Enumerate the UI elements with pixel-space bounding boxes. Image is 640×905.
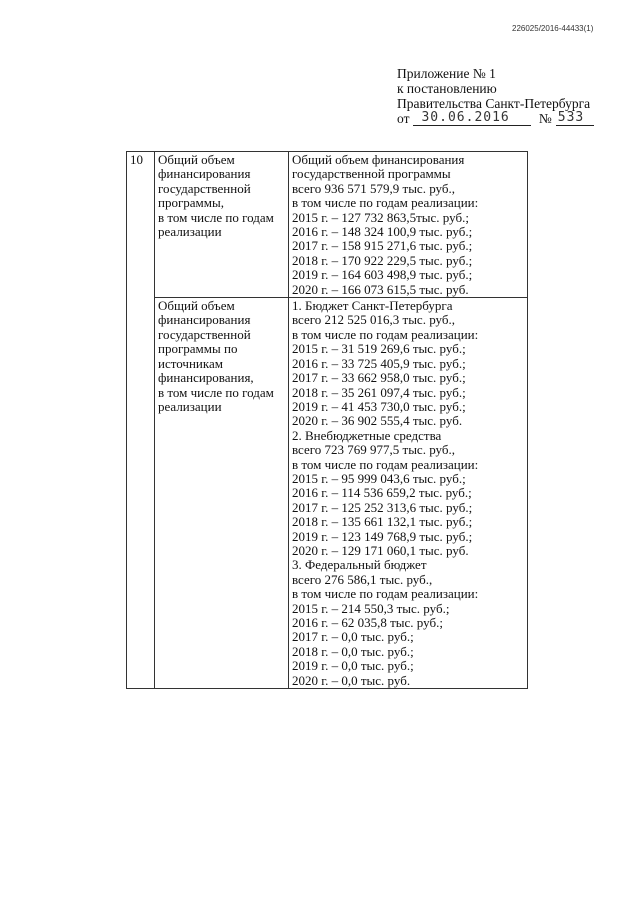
text-line: 2017 г. – 158 915 271,6 тыс. руб.;: [292, 238, 473, 254]
row-number-cell: [127, 152, 155, 689]
handwritten-date: 30.06.2016: [421, 110, 510, 125]
text-line: государственной программы: [292, 166, 451, 182]
row2-content-cell: [289, 298, 528, 689]
document-number: 226025/2016-44433(1): [512, 24, 594, 33]
date-prefix: от: [397, 111, 410, 126]
row1-content-cell: [289, 152, 528, 298]
text-line: 2016 г. – 114 536 659,2 тыс. руб.;: [292, 485, 472, 501]
text-line: программы,: [158, 195, 224, 211]
text-line: в том числе по годам реализации:: [292, 195, 479, 211]
text-line: 2019 г. – 41 453 730,0 тыс. руб.;: [292, 398, 466, 414]
text-line: 2019 г. – 123 149 768,9 тыс. руб.;: [292, 528, 473, 544]
text-line: 2017 г. – 125 252 313,6 тыс. руб.;: [292, 499, 473, 515]
row-number: 10: [130, 152, 143, 167]
row2-label-cell: [155, 298, 289, 689]
text-line: Общий объем: [158, 298, 235, 314]
text-line: 2015 г. – 214 550,3 тыс. руб.;: [292, 600, 450, 616]
text-line: 2016 г. – 148 324 100,9 тыс. руб.;: [292, 224, 473, 240]
text-line: 2016 г. – 62 035,8 тыс. руб.;: [292, 615, 443, 630]
annex-title: Приложение № 1: [397, 66, 496, 81]
text-line: 2020 г. – 129 171 060,1 тыс. руб.: [292, 542, 469, 558]
date-number-line: [397, 111, 594, 126]
text-line: 2019 г. – 164 603 498,9 тыс. руб.;: [292, 267, 473, 283]
text-line: в том числе по годам реализации:: [292, 586, 479, 602]
text-line: государственной: [158, 180, 251, 196]
text-line: 2017 г. – 0,0 тыс. руб.;: [292, 629, 414, 645]
text-line: 2020 г. – 0,0 тыс. руб.: [292, 672, 411, 688]
text-line: 2020 г. – 166 073 615,5 тыс. руб.: [292, 281, 469, 297]
text-line: 2018 г. – 0,0 тыс. руб.;: [292, 643, 414, 659]
text-line: всего 212 525 016,3 тыс. руб.,: [292, 312, 455, 328]
text-line: 2016 г. – 33 725 405,9 тыс. руб.;: [292, 355, 466, 371]
text-line: всего 276 586,1 тыс. руб.,: [292, 571, 433, 587]
text-line: финансирования: [158, 312, 251, 328]
annex-to: к постановлению: [397, 81, 497, 96]
handwritten-number: 533: [557, 110, 585, 125]
text-line: всего 723 769 977,5 тыс. руб.,: [292, 442, 455, 458]
text-line: в том числе по годам реализации:: [292, 456, 479, 472]
table-row: [127, 298, 528, 689]
financing-table: [126, 151, 528, 689]
text-line: источникам: [158, 355, 223, 371]
text-line: в том числе по годам: [158, 209, 274, 225]
number-prefix: №: [538, 111, 552, 126]
text-line: финансирования,: [158, 370, 254, 386]
text-line: 3. Федеральный бюджет: [292, 557, 427, 573]
text-line: реализации: [158, 224, 222, 240]
text-line: государственной: [158, 326, 251, 342]
number-underline: [556, 111, 594, 126]
text-line: программы по: [158, 341, 238, 357]
text-line: реализации: [158, 398, 222, 414]
text-line: Общий объем финансирования: [292, 152, 465, 167]
text-line: в том числе по годам реализации:: [292, 326, 479, 342]
text-line: 2018 г. – 135 661 132,1 тыс. руб.;: [292, 514, 473, 530]
text-line: всего 936 571 579,9 тыс. руб.,: [292, 180, 455, 196]
text-line: 2018 г. – 35 261 097,4 тыс. руб.;: [292, 384, 466, 400]
text-line: 2015 г. – 127 732 863,5тыс. руб.;: [292, 209, 469, 225]
text-line: 2018 г. – 170 922 229,5 тыс. руб.;: [292, 252, 473, 268]
text-line: 1. Бюджет Санкт-Петербурга: [292, 298, 453, 314]
text-line: 2019 г. – 0,0 тыс. руб.;: [292, 658, 414, 674]
text-line: 2017 г. – 33 662 958,0 тыс. руб.;: [292, 370, 466, 386]
date-underline: [413, 111, 531, 126]
table-row: [127, 152, 528, 298]
text-line: 2015 г. – 31 519 269,6 тыс. руб.;: [292, 341, 466, 357]
text-line: Общий объем: [158, 152, 235, 167]
annex-header: [397, 66, 594, 126]
text-line: 2020 г. – 36 902 555,4 тыс. руб.: [292, 413, 463, 429]
text-line: в том числе по годам: [158, 384, 274, 400]
text-line: 2. Внебюджетные средства: [292, 427, 442, 443]
government-name: Правительства Санкт-Петербурга: [397, 96, 591, 111]
row1-label-cell: [155, 152, 289, 298]
text-line: 2015 г. – 95 999 043,6 тыс. руб.;: [292, 470, 466, 486]
text-line: финансирования: [158, 166, 251, 182]
